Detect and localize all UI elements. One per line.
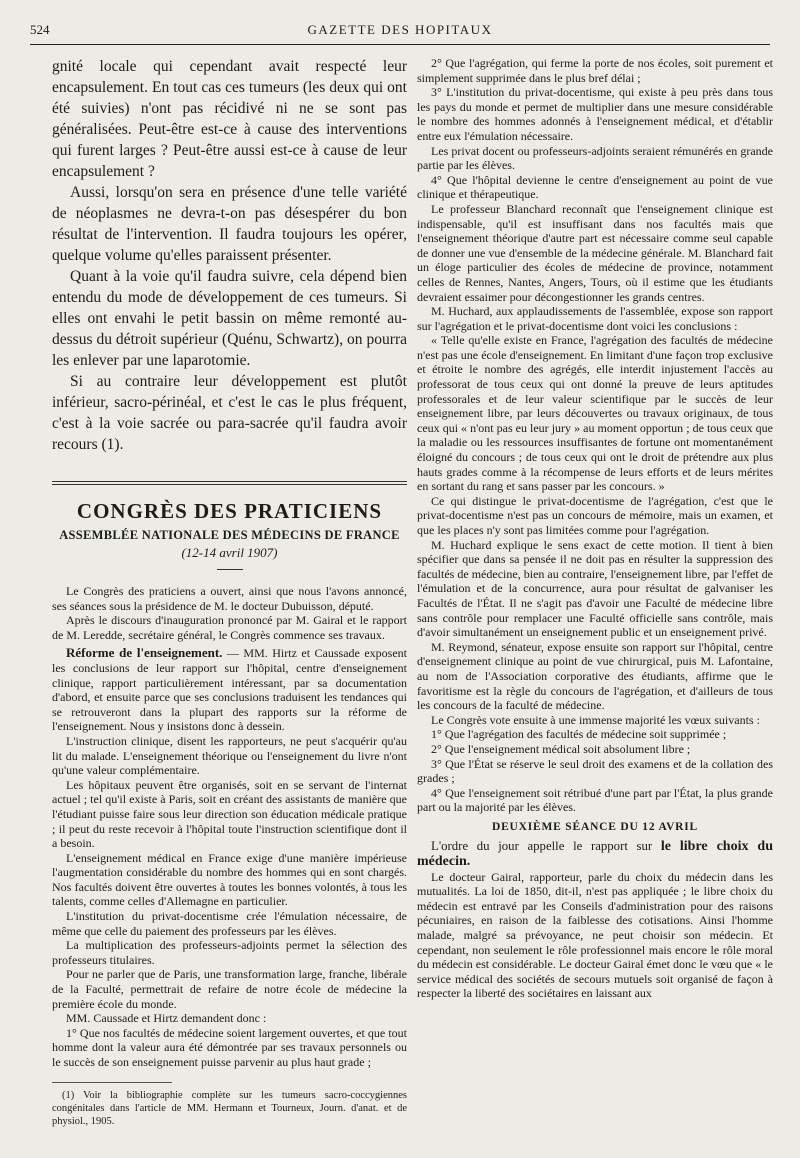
section-dates: (12-14 avril 1907) xyxy=(181,545,278,560)
paragraph: M. Huchard explique le sens exact de cette motion. Il tient à bien spécifier que dans sa pensée il ne doit pas en résulter la suppression des facultés de médecine, bien au contraire, l'enseignement libre, par l'effet de l'émulation et de la concurrence, aura pour résultat de galvaniser les Facultés de l'État. Il ne s'agit pas d'avoir une Faculté de médecine libre sans contrôle pour remplacer une Faculté officielle sans contrôle, mais d'avoir simultanément un enseignement public et un enseignement privé. xyxy=(417,537,773,640)
section-subtitle: ASSEMBLÉE NATIONALE DES MÉDECINS DE FRANCE xyxy=(59,528,400,542)
paragraph: 2° Que l'enseignement médical soit absolument libre ; xyxy=(431,741,691,756)
paragraph: Pour ne parler que de Paris, une transformation large, franche, libérale de la Faculté, permettrait de refaire de notre école de médecine la première école du monde. xyxy=(52,967,407,1011)
session-heading: DEUXIÈME SÉANCE DU 12 AVRIL xyxy=(491,820,699,833)
footnote: (1) Voir la bibliographie complète sur les tumeurs sacro-coccygiennes congénitales dans l'article de MM. Hermann et Tourneux, Journ. d'anat. et de physiol., 1905. xyxy=(52,1089,407,1127)
paragraph: 4° Que l'enseignement soit rétribué d'une part par l'État, la plus grande part ou la majorité par les élèves. xyxy=(417,785,773,815)
paragraph: 3° L'institution du privat-docentisme, qui existe à peu près dans tous les pays du monde et permet de multiplier dans une mesure considérable le nombre des hommes adonnés à l'enseignement médical, et d'établir entre eux l'émulation nécessaire. xyxy=(417,85,773,143)
paragraph xyxy=(52,646,407,734)
paragraph: Ce qui distingue le privat-docentisme de l'agrégation, c'est que le privat-docentisme n'est pas un concours de mémoire, mais un examen, et que les places n'y sont pas limitées comme pour l'agrégation. xyxy=(417,493,773,537)
paragraph: 1° Que nos facultés de médecine soient largement ouvertes, et que tout homme dont la valeur aura été démontrée par ses travaux personnels ou le succès de son enseignement puisse parvenir au plus haut grade ; xyxy=(52,1025,407,1069)
running-title: GAZETTE DES HOPITAUX xyxy=(307,22,493,37)
footnote-divider xyxy=(52,1082,172,1083)
paragraph: Le docteur Gairal, rapporteur, parle du choix du médecin dans les mutualités. La loi de 1850, dit-il, n'est pas appliquée ; le libre choix du médecin est entravé par les Conseils d'administration pour des raisons pécuniaires, en raison de la faiblesse des cotisations. Ainsi l'homme malade, malgré sa prévoyance, ne peut choisir son médecin. Et cependant, non seulement le rôle professionnel mais encore le rôle moral du médecin est considérable. Le docteur Gairal émet donc le vœu que « le service médical des sociétés de secours mutuels soit organisé de façon à respecter la liberté des sociétaires en laissant aux xyxy=(417,869,773,1001)
paragraph: gnité locale qui cependant avait respecté leur encapsulement. En tout cas ces tumeurs (les deux qui ont été suivies) n'ont pas récidivé ni ne se sont pas généralisées. Peut-être est-ce à cause des interventions qui furent larges ? Peut-être aussi est-ce à cause de leur encapsulement ? xyxy=(52,58,407,180)
topic-title: le libre choix du médecin. xyxy=(417,838,773,870)
paragraph: Après le discours d'inauguration prononcé par M. Gairal et le rapport de M. Leredde, secrétaire général, le Congrès commence ses travaux. xyxy=(52,613,407,642)
paragraph: 1° Que l'agrégation des facultés de médecine soit supprimée ; xyxy=(431,727,727,742)
paragraph: MM. Caussade et Hirtz demandent donc : xyxy=(66,1011,267,1026)
paragraph: Le professeur Blanchard reconnaît que l'enseignement clinique est indispensable, qu'il est insuffisant dans nos facultés mais que l'enseignement théorique d'autre part est nécessaire comme seul capable de donner une vue d'ensemble de la médecine générale. M. Blanchard fait un éloge particulier des écoles de médecine de province, notamment celles de Rennes, Nantes, Angers, Tours, où il estime que les étudiants devraient essaimer pour décongestionner les grands centres. xyxy=(417,201,773,304)
paragraph: M. Reymond, sénateur, expose ensuite son rapport sur l'hôpital, centre d'enseignement clinique au point de vue chirurgical, puis M. Lafontaine, au nom de l'Association corporative des étudiants, affirme que le favoritisme est la règle du concours de l'agrégation, et d'ailleurs de tous les concours de la faculté de médecine. xyxy=(417,639,773,713)
paragraph: La multiplication des professeurs-adjoints permet la sélection des professeurs titulaires. xyxy=(52,938,407,967)
paragraph: « Telle qu'elle existe en France, l'agrégation des facultés de médecine n'est pas une école d'enseignement. En limitant d'une façon trop exclusive et étroite le nombre des agrégés, elle interdit injustement l'accès au professorat de tous ceux qui ont donné la preuve de leurs aptitudes professorales et de leur valeur scientifique par le succès de leur enseignement libre, par leurs découvertes ou travaux originaux, de tous ceux qui « n'ont pas eu leur jury » au moment opportun ; de tous ceux que la maladie ou les ressources insuffisantes de fortune ont momentanément éloigné du concours ; de tous ceux qui ont le droit de prétendre aux plus hauts grades comme à la récompense de leurs efforts et de leurs mérites en sortant du rang et sans passer par les concours. » xyxy=(417,333,773,494)
paragraph: Les privat docent ou professeurs-adjoints seraient rémunérés en grande partie par les élèves. xyxy=(417,143,773,173)
right-column xyxy=(417,56,773,1001)
paragraph: L'enseignement médical en France exige d'une manière impérieuse l'augmentation considérable du nombre des hommes qui en sont chargés. Nos facultés doivent être ouvertes à toutes les bonnes volontés, à tous les talents, comme celles d'Allemagne en particulier. xyxy=(52,850,407,909)
paragraph: 4° Que l'hôpital devienne le centre d'enseignement au point de vue clinique et thérapeutique. xyxy=(417,172,773,202)
paragraph: 3° Que l'État se réserve le seul droit des examens et de la collation des grades ; xyxy=(417,756,773,786)
page-number: 524 xyxy=(30,22,50,37)
paragraph: L'institution du privat-docentisme crée l'émulation nécessaire, de même que celle du paiement des professeurs par les élèves. xyxy=(52,909,407,938)
short-divider xyxy=(217,569,243,570)
paragraph: Le Congrès des praticiens a ouvert, ainsi que nous l'avons annoncé, ses séances sous la présidence de M. le docteur Dubuisson, député. xyxy=(52,584,407,613)
section-title: CONGRÈS DES PRATICIENS xyxy=(76,499,383,523)
paragraph: M. Huchard, aux applaudissements de l'assemblée, expose son rapport sur l'agrégation et le privat-docentisme dont voici les conclusions : xyxy=(417,304,773,333)
header-rule xyxy=(30,44,770,45)
paragraph: Les hôpitaux peuvent être organisés, soit en se servant de l'internat actuel ; tel qu'il existe à Paris, soit en créant des assistants de manière que l'étudiant puisse faire sous leur direction son éducation médicale pratique ; il peut du reste recevoir à l'hôpital toute l'instruction scientifique dont il a besoin. xyxy=(52,777,407,851)
paragraph xyxy=(417,839,773,870)
paragraph: Quant à la voie qu'il faudra suivre, cela dépend bien entendu du mode de développement de ces tumeurs. Si elles ont envahi le petit bassin on même remonté au-dessus du détroit supérieur (Quénu, Schwartz), on pourra les enlever par une laparotomie. xyxy=(52,268,407,369)
page-header xyxy=(30,22,770,44)
paragraph: L'instruction clinique, disent les rapporteurs, ne peut s'acquérir qu'au lit du malade. L'enseignement théorique ou l'enseignement du livre n'ont qu'une valeur complémentaire. xyxy=(52,733,407,778)
paragraph: Le Congrès vote ensuite à une immense majorité les vœux suivants : xyxy=(431,712,760,727)
paragraph: 2° Que l'agrégation, qui ferme la porte de nos écoles, soit purement et simplement supprimée dans le plus bref délai ; xyxy=(417,56,773,85)
paragraph-heading: Réforme de l'enseignement. xyxy=(66,645,223,661)
paragraph-text: L'ordre du jour appelle le rapport sur xyxy=(431,838,661,853)
paragraph-text: — MM. Hirtz et Caussade exposent les conclusions de leur rapport sur l'hôpital, centre d'enseignement clinique, rapport particulièrement intéressant, par sa documentation d'abord, et ensuite parce que ses conclusions traduisent les tendances qui se retrouveront dans la plupart des rapports sur la réforme de l'enseignement. Nous y insistons donc à dessein. xyxy=(52,646,407,734)
paragraph: Aussi, lorsqu'on sera en présence d'une telle variété de néoplasmes ne devra-t-on pas désespérer du bon résultat de l'intervention. Il faudra toujours les opérer, quelque volume qu'elles paraissent présenter. xyxy=(52,184,407,264)
paragraph: Si au contraire leur développement est plutôt inférieur, sacro-périnéal, et c'est le cas le plus fréquent, c'est à la voie sacrée ou para-sacrée qu'il faudra avoir recours (1). xyxy=(52,373,407,453)
left-column xyxy=(52,56,407,1128)
section-divider xyxy=(52,481,407,485)
